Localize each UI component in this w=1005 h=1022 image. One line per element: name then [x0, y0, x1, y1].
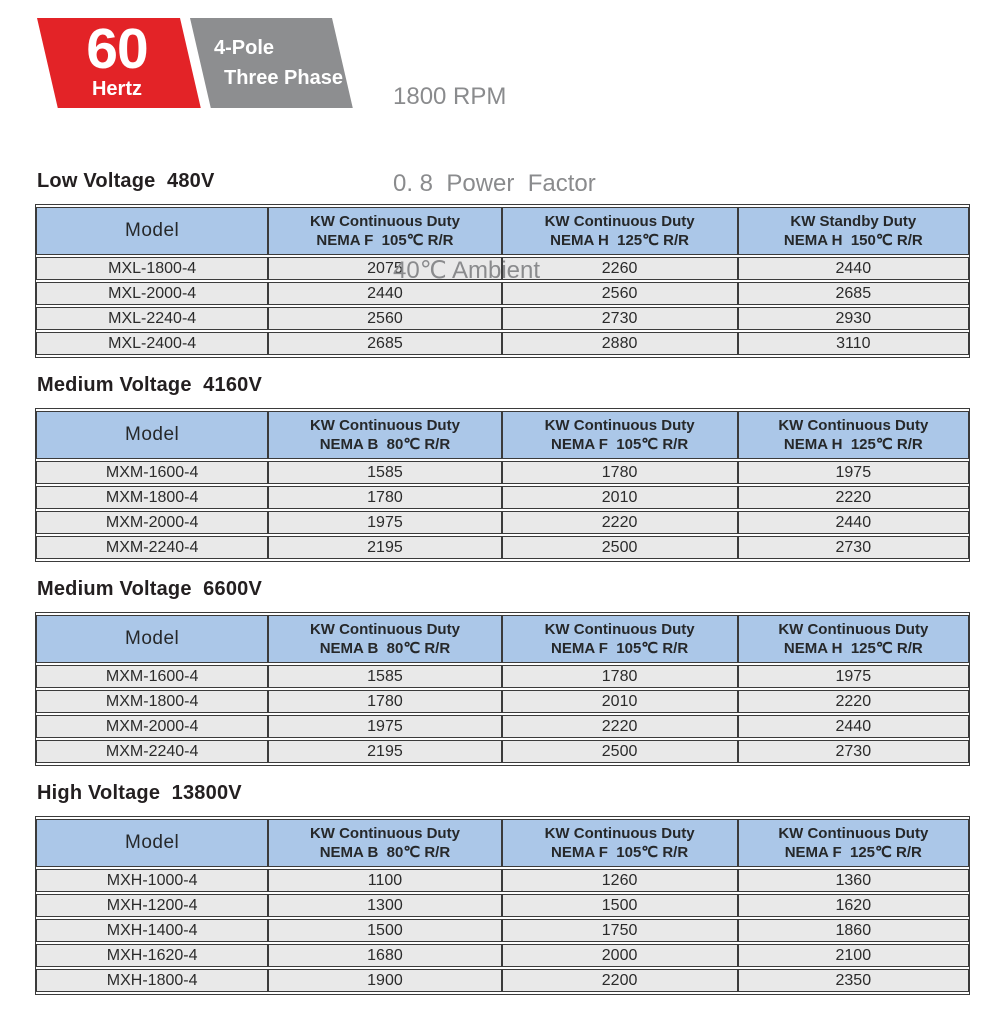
model-cell: MXM-2240-4: [36, 536, 268, 559]
kw-value-cell: 1780: [502, 461, 738, 484]
spec-table-13800v: [35, 816, 970, 995]
column-header: [738, 819, 969, 867]
kw-value-cell: 2010: [502, 486, 738, 509]
model-cell: MXM-1600-4: [36, 665, 268, 688]
table-row: [36, 690, 969, 713]
column-header-line1: KW Continuous Duty: [544, 621, 695, 638]
model-cell: MXL-2240-4: [36, 307, 268, 330]
table-row: [36, 461, 969, 484]
model-cell: MXM-1800-4: [36, 690, 268, 713]
kw-value-cell: 2440: [268, 282, 501, 305]
kw-value-cell: 2220: [502, 511, 738, 534]
spec-power-factor: 0. 8 Power Factor: [393, 170, 596, 197]
column-header-line2: NEMA H 125℃ R/R: [550, 232, 689, 249]
kw-value-cell: 2930: [738, 307, 969, 330]
kw-value-cell: 1975: [738, 461, 969, 484]
model-cell: MXH-1400-4: [36, 919, 268, 942]
model-cell: MXH-1000-4: [36, 869, 268, 892]
column-header-line1: KW Continuous Duty: [309, 621, 460, 638]
kw-value-cell: 2685: [738, 282, 969, 305]
column-header-line1: KW Continuous Duty: [778, 417, 929, 434]
kw-value-cell: 1585: [268, 461, 501, 484]
column-header-line2: NEMA B 80℃ R/R: [319, 436, 451, 453]
pole-line2: Three Phase: [224, 67, 343, 89]
kw-value-cell: 1780: [268, 486, 501, 509]
model-cell: MXH-1800-4: [36, 969, 268, 992]
kw-value-cell: 1975: [738, 665, 969, 688]
column-header-line1: KW Continuous Duty: [309, 825, 460, 842]
kw-value-cell: 1780: [502, 665, 738, 688]
kw-value-cell: 2000: [502, 944, 738, 967]
pole-badge: [214, 33, 343, 93]
column-header: [738, 615, 969, 663]
kw-value-cell: 2730: [738, 536, 969, 559]
section-high-voltage-13800v: [0, 782, 1005, 995]
header-row: [36, 819, 969, 867]
column-header-line1: KW Continuous Duty: [778, 825, 929, 842]
column-header: [268, 411, 501, 459]
column-header-model: [36, 411, 268, 459]
kw-value-cell: 2220: [738, 690, 969, 713]
model-cell: MXM-1800-4: [36, 486, 268, 509]
section-medium-voltage-6600v: [0, 578, 1005, 766]
column-header-label: Model: [125, 424, 180, 445]
table-row: [36, 665, 969, 688]
table-row: [36, 969, 969, 992]
kw-value-cell: 1260: [502, 869, 738, 892]
column-header: [268, 615, 501, 663]
kw-value-cell: 2195: [268, 536, 501, 559]
table-row: [36, 944, 969, 967]
kw-value-cell: 2440: [738, 511, 969, 534]
column-header-line2: NEMA H 150℃ R/R: [783, 232, 923, 249]
column-header-line2: NEMA B 80℃ R/R: [319, 844, 451, 861]
kw-value-cell: 1780: [268, 690, 501, 713]
kw-value-cell: 2220: [502, 715, 738, 738]
section-title: High Voltage 13800V: [37, 782, 242, 804]
kw-value-cell: 2880: [502, 332, 738, 355]
kw-value-cell: 2560: [268, 307, 501, 330]
spec-table-4160v: [35, 408, 970, 562]
kw-value-cell: 1975: [268, 715, 501, 738]
kw-value-cell: 2440: [738, 257, 969, 280]
column-header: [738, 411, 969, 459]
kw-value-cell: 2200: [502, 969, 738, 992]
kw-value-cell: 2350: [738, 969, 969, 992]
kw-value-cell: 2500: [502, 536, 738, 559]
kw-value-cell: 1975: [268, 511, 501, 534]
kw-value-cell: 1300: [268, 894, 501, 917]
column-header-line1: KW Standby Duty: [790, 213, 917, 230]
kw-value-cell: 2730: [502, 307, 738, 330]
kw-value-cell: 2685: [268, 332, 501, 355]
table-row: [36, 715, 969, 738]
column-header-label: Model: [125, 220, 180, 241]
column-header-line2: NEMA H 125℃ R/R: [783, 640, 923, 657]
column-header: [268, 819, 501, 867]
spec-rpm: 1800 RPM: [393, 83, 507, 110]
table-row: [36, 919, 969, 942]
model-cell: MXL-2000-4: [36, 282, 268, 305]
operating-specs: [393, 24, 596, 343]
column-header-line1: KW Continuous Duty: [544, 417, 695, 434]
kw-value-cell: 1680: [268, 944, 501, 967]
column-header-label: Model: [125, 628, 180, 649]
column-header-model: [36, 615, 268, 663]
kw-value-cell: 3110: [738, 332, 969, 355]
spec-table-6600v: [35, 612, 970, 766]
column-header-line1: KW Continuous Duty: [544, 213, 695, 230]
kw-value-cell: 1500: [268, 919, 501, 942]
frequency-badge: [42, 18, 192, 108]
column-header: [502, 411, 738, 459]
kw-value-cell: 1100: [268, 869, 501, 892]
column-header-line1: KW Continuous Duty: [309, 213, 460, 230]
header-row: [36, 615, 969, 663]
section-title: Low Voltage 480V: [37, 170, 215, 192]
kw-value-cell: 1585: [268, 665, 501, 688]
model-cell: MXM-2000-4: [36, 511, 268, 534]
table-row: [36, 894, 969, 917]
model-cell: MXH-1200-4: [36, 894, 268, 917]
kw-value-cell: 2560: [502, 282, 738, 305]
column-header-line2: NEMA F 105℃ R/R: [316, 232, 454, 249]
table-row: [36, 740, 969, 763]
kw-value-cell: 2075: [268, 257, 501, 280]
kw-value-cell: 2195: [268, 740, 501, 763]
column-header-line2: NEMA H 125℃ R/R: [783, 436, 923, 453]
kw-value-cell: 2260: [502, 257, 738, 280]
table-row: [36, 511, 969, 534]
spec-ambient: 40℃ Ambient: [393, 257, 541, 284]
kw-value-cell: 1620: [738, 894, 969, 917]
model-cell: MXM-1600-4: [36, 461, 268, 484]
table-row: [36, 486, 969, 509]
model-cell: MXM-2240-4: [36, 740, 268, 763]
header-row: [36, 411, 969, 459]
model-cell: MXL-2400-4: [36, 332, 268, 355]
column-header: [502, 819, 738, 867]
frequency-unit: Hertz: [91, 78, 142, 100]
kw-value-cell: 1860: [738, 919, 969, 942]
column-header-line2: NEMA F 105℃ R/R: [551, 436, 689, 453]
kw-value-cell: 2440: [738, 715, 969, 738]
model-cell: MXH-1620-4: [36, 944, 268, 967]
column-header-model: [36, 207, 268, 255]
table-row: [36, 869, 969, 892]
column-header-model: [36, 819, 268, 867]
frequency-value: 60: [86, 17, 148, 81]
column-header: [502, 615, 738, 663]
column-header-line1: KW Continuous Duty: [544, 825, 695, 842]
column-header-line2: NEMA B 80℃ R/R: [319, 640, 451, 657]
column-header-line1: KW Continuous Duty: [778, 621, 929, 638]
section-medium-voltage-4160v: [0, 374, 1005, 562]
column-header-line2: NEMA F 105℃ R/R: [551, 640, 689, 657]
model-cell: MXM-2000-4: [36, 715, 268, 738]
section-title: Medium Voltage 4160V: [37, 374, 263, 396]
column-header-line2: NEMA F 105℃ R/R: [551, 844, 689, 861]
pole-line1: 4-Pole: [214, 37, 275, 59]
table-row: [36, 536, 969, 559]
kw-value-cell: 1360: [738, 869, 969, 892]
column-header-line2: NEMA F 125℃ R/R: [784, 844, 922, 861]
kw-value-cell: 2730: [738, 740, 969, 763]
column-header-line1: KW Continuous Duty: [309, 417, 460, 434]
kw-value-cell: 1750: [502, 919, 738, 942]
kw-value-cell: 1500: [502, 894, 738, 917]
kw-value-cell: 2220: [738, 486, 969, 509]
kw-value-cell: 2100: [738, 944, 969, 967]
kw-value-cell: 2500: [502, 740, 738, 763]
section-title: Medium Voltage 6600V: [37, 578, 263, 600]
column-header: [738, 207, 969, 255]
kw-value-cell: 2010: [502, 690, 738, 713]
model-cell: MXL-1800-4: [36, 257, 268, 280]
column-header-label: Model: [125, 832, 180, 853]
kw-value-cell: 1900: [268, 969, 501, 992]
